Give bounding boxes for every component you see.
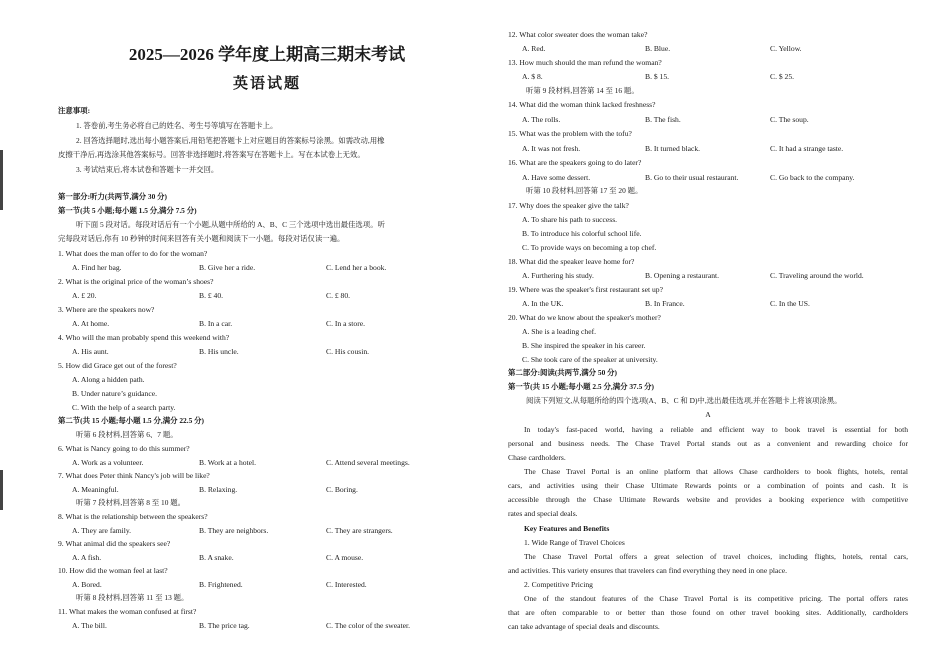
option-b: B. She inspired the speaker in his career. <box>522 341 646 350</box>
option-c: C. Interested. <box>326 580 367 589</box>
section1-instruction: 听下面 5 段对话。每段对话后有一个小题,从题中所给的 A、B、C 三个选项中选出最佳选项。听 <box>76 220 385 229</box>
option-a: A. £ 20. <box>72 291 97 300</box>
option-a: A. They are family. <box>72 526 132 535</box>
question-stem: 1. What does the man offer to do for the woman? <box>58 249 208 258</box>
option-c: C. Yellow. <box>770 44 802 53</box>
option-a: A. His aunt. <box>72 347 109 356</box>
question-stem: 20. What do we know about the speaker's mother? <box>508 313 661 322</box>
notice-line: 皮擦干净后,再选涂其他答案标号。回答非选择题时,将答案写在答题卡上。写在本试卷上无效。 <box>58 150 365 159</box>
question-stem: 6. What is Nancy going to do this summer? <box>58 444 190 453</box>
exam-subtitle: 英语试题 <box>232 76 301 92</box>
option-a: A. Meaningful. <box>72 485 119 494</box>
option-b: B. Under nature’s guidance. <box>72 389 157 398</box>
option-c: C. Attend several meetings. <box>326 458 410 467</box>
option-c: C. In the US. <box>770 299 810 308</box>
option-c: C. Go back to the company. <box>770 173 855 182</box>
option-a: A. The bill. <box>72 621 107 630</box>
part2-instruction: 阅读下列短文,从每题所给的四个选项(A、B、C 和 D)中,选出最佳选项,并在答题卡上将该项涂黑。 <box>526 396 842 405</box>
option-a: A. Work as a volunteer. <box>72 458 144 467</box>
binding-edge-mark-lower <box>0 470 3 510</box>
passage-line: rates and special deals. <box>508 509 578 518</box>
option-a: A. Have some dessert. <box>522 173 591 182</box>
option-c: C. His cousin. <box>326 347 370 356</box>
option-a: A. In the UK. <box>522 299 564 308</box>
question-stem: 15. What was the problem with the tofu? <box>508 129 632 138</box>
section2-heading: 第二节(共 15 小题;每小题 1.5 分,满分 22.5 分) <box>58 416 204 425</box>
option-c: C. Boring. <box>326 485 358 494</box>
option-a: A. A fish. <box>72 553 102 562</box>
passage-feature-title: 2. Competitive Pricing <box>524 580 593 589</box>
part2-section1-heading: 第一节(共 15 小题;每小题 2.5 分,满分 37.5 分) <box>508 382 654 391</box>
part2-heading: 第二部分:阅读(共两节,满分 50 分) <box>508 368 618 377</box>
passage-line: One of the standout features of the Chase Travel Portal is its competitive pricing. The portal offers rates <box>524 594 908 603</box>
passage-line: can take advantage of special deals and discounts. <box>508 622 660 631</box>
option-b: B. Opening a restaurant. <box>645 271 720 280</box>
binding-edge-mark <box>0 150 3 210</box>
section1-instruction: 完每段对话后,你有 10 秒钟的时间来回答有关小题和阅读下一小题。每段对话仅读一遍。 <box>58 234 345 243</box>
passage-line: The Chase Travel Portal offers a great selection of travel choices, including flights, hotels, rental cars, <box>524 552 908 561</box>
question-stem: 5. How did Grace get out of the forest? <box>58 361 177 370</box>
question-stem: 18. What did the speaker leave home for? <box>508 257 635 266</box>
option-a: A. She is a leading chef. <box>522 327 597 336</box>
option-a: A. $ 8. <box>522 72 543 81</box>
option-a: A. To share his path to success. <box>522 215 618 224</box>
option-b: B. Go to their usual restaurant. <box>645 173 739 182</box>
option-b: B. Give her a ride. <box>199 263 256 272</box>
passage-feature-title: 1. Wide Range of Travel Choices <box>524 538 625 547</box>
option-b: B. It turned black. <box>645 144 701 153</box>
option-c: C. The color of the sweater. <box>326 621 410 630</box>
option-c: C. Traveling around the world. <box>770 271 864 280</box>
option-c: C. They are strangers. <box>326 526 393 535</box>
option-a: A. At home. <box>72 319 110 328</box>
option-b: B. They are neighbors. <box>199 526 269 535</box>
notice-heading: 注意事项: <box>58 106 91 115</box>
option-b: B. $ 15. <box>645 72 670 81</box>
option-b: B. The price tag. <box>199 621 250 630</box>
question-stem: 10. How did the woman feel at last? <box>58 566 168 575</box>
passage-line: cars, and activities using their Chase Ultimate Rewards points or a combination of points and cash. It is <box>508 481 908 490</box>
option-b: B. In France. <box>645 299 685 308</box>
material-instruction: 听第 10 段材料,回答第 17 至 20 题。 <box>526 186 643 195</box>
option-b: B. To introduce his colorful school life. <box>522 229 642 238</box>
passage-label: A <box>705 410 711 419</box>
question-stem: 2. What is the original price of the woman’s shoes? <box>58 277 214 286</box>
part1-heading: 第一部分:听力(共两节,满分 30 分) <box>58 192 168 201</box>
material-instruction: 听第 6 段材料,回答第 6、7 题。 <box>76 430 178 439</box>
question-stem: 7. What does Peter think Nancy's job will be like? <box>58 471 210 480</box>
option-c: C. It had a strange taste. <box>770 144 844 153</box>
option-c: C. With the help of a search party. <box>72 403 176 412</box>
option-b: B. A snake. <box>199 553 234 562</box>
option-b: B. Work at a hotel. <box>199 458 257 467</box>
option-a: A. Bored. <box>72 580 102 589</box>
question-stem: 4. Who will the man probably spend this weekend with? <box>58 333 230 342</box>
notice-line: 3. 考试结束后,将本试卷和答题卡一并交回。 <box>76 165 219 174</box>
question-stem: 3. Where are the speakers now? <box>58 305 155 314</box>
question-stem: 13. How much should the man refund the woman? <box>508 58 662 67</box>
notice-line: 1. 答卷前,考生务必将自己的姓名、考生号等填写在答题卡上。 <box>76 121 278 130</box>
option-b: B. Frightened. <box>199 580 243 589</box>
question-stem: 19. Where was the speaker's first restaurant set up? <box>508 285 663 294</box>
material-instruction: 听第 9 段材料,回答第 14 至 16 题。 <box>526 86 639 95</box>
passage-line: that are often comparable to or better than those found on other travel booking sites. Additionally, cardholders <box>508 608 908 617</box>
notice-line: 2. 回答选择题时,选出每小题答案后,用铅笔把答题卡上对应题目的答案标号涂黑。如需改动,用橡 <box>76 136 385 145</box>
option-c: C. To provide ways on becoming a top chef. <box>522 243 657 252</box>
option-a: A. Furthering his study. <box>522 271 594 280</box>
question-stem: 12. What color sweater does the woman take? <box>508 30 648 39</box>
option-c: C. A mouse. <box>326 553 364 562</box>
option-c: C. £ 80. <box>326 291 351 300</box>
question-stem: 16. What are the speakers going to do later? <box>508 158 642 167</box>
option-b: B. The fish. <box>645 115 681 124</box>
passage-line: In today's fast-paced world, having a reliable and efficient way to book travel is essential for both <box>524 425 908 434</box>
option-a: A. Red. <box>522 44 546 53</box>
question-stem: 9. What animal did the speakers see? <box>58 539 171 548</box>
option-c: C. In a store. <box>326 319 366 328</box>
option-b: B. Blue. <box>645 44 671 53</box>
passage-line: The Chase Travel Portal is an online platform that allows Chase cardholders to book flights, hotels, rental <box>524 467 908 476</box>
option-c: C. $ 25. <box>770 72 795 81</box>
passage-line: Chase cardholders. <box>508 453 566 462</box>
passage-line: accessible through the Chase Ultimate Rewards website and provides a booking experience with competitive <box>508 495 908 504</box>
option-b: B. In a car. <box>199 319 233 328</box>
question-stem: 14. What did the woman think lacked freshness? <box>508 100 656 109</box>
option-a: A. The rolls. <box>522 115 561 124</box>
exam-title: 2025—2026 学年度上期高三期末考试 <box>128 45 406 64</box>
option-c: C. She took care of the speaker at university. <box>522 355 658 364</box>
passage-line: personal and business needs. The Chase Travel Portal stands out as a convenient and rewarding choice for <box>508 439 908 448</box>
question-stem: 11. What makes the woman confused at first? <box>58 607 197 616</box>
option-a: A. It was not fresh. <box>522 144 581 153</box>
option-a: A. Along a hidden path. <box>72 375 145 384</box>
material-instruction: 听第 7 段材料,回答第 8 至 10 题。 <box>76 498 186 507</box>
option-b: B. His uncle. <box>199 347 239 356</box>
option-c: C. The soup. <box>770 115 809 124</box>
question-stem: 17. Why does the speaker give the talk? <box>508 201 629 210</box>
passage-subheading: Key Features and Benefits <box>524 524 610 533</box>
material-instruction: 听第 8 段材料,回答第 11 至 13 题。 <box>76 593 189 602</box>
question-stem: 8. What is the relationship between the speakers? <box>58 512 208 521</box>
passage-line: and activities. This variety ensures that travelers can find everything they need in one place. <box>508 566 788 575</box>
option-c: C. Lend her a book. <box>326 263 387 272</box>
section1-heading: 第一节(共 5 小题;每小题 1.5 分,满分 7.5 分) <box>58 206 197 215</box>
option-b: B. Relaxing. <box>199 485 238 494</box>
option-b: B. £ 40. <box>199 291 224 300</box>
option-a: A. Find her bag. <box>72 263 122 272</box>
